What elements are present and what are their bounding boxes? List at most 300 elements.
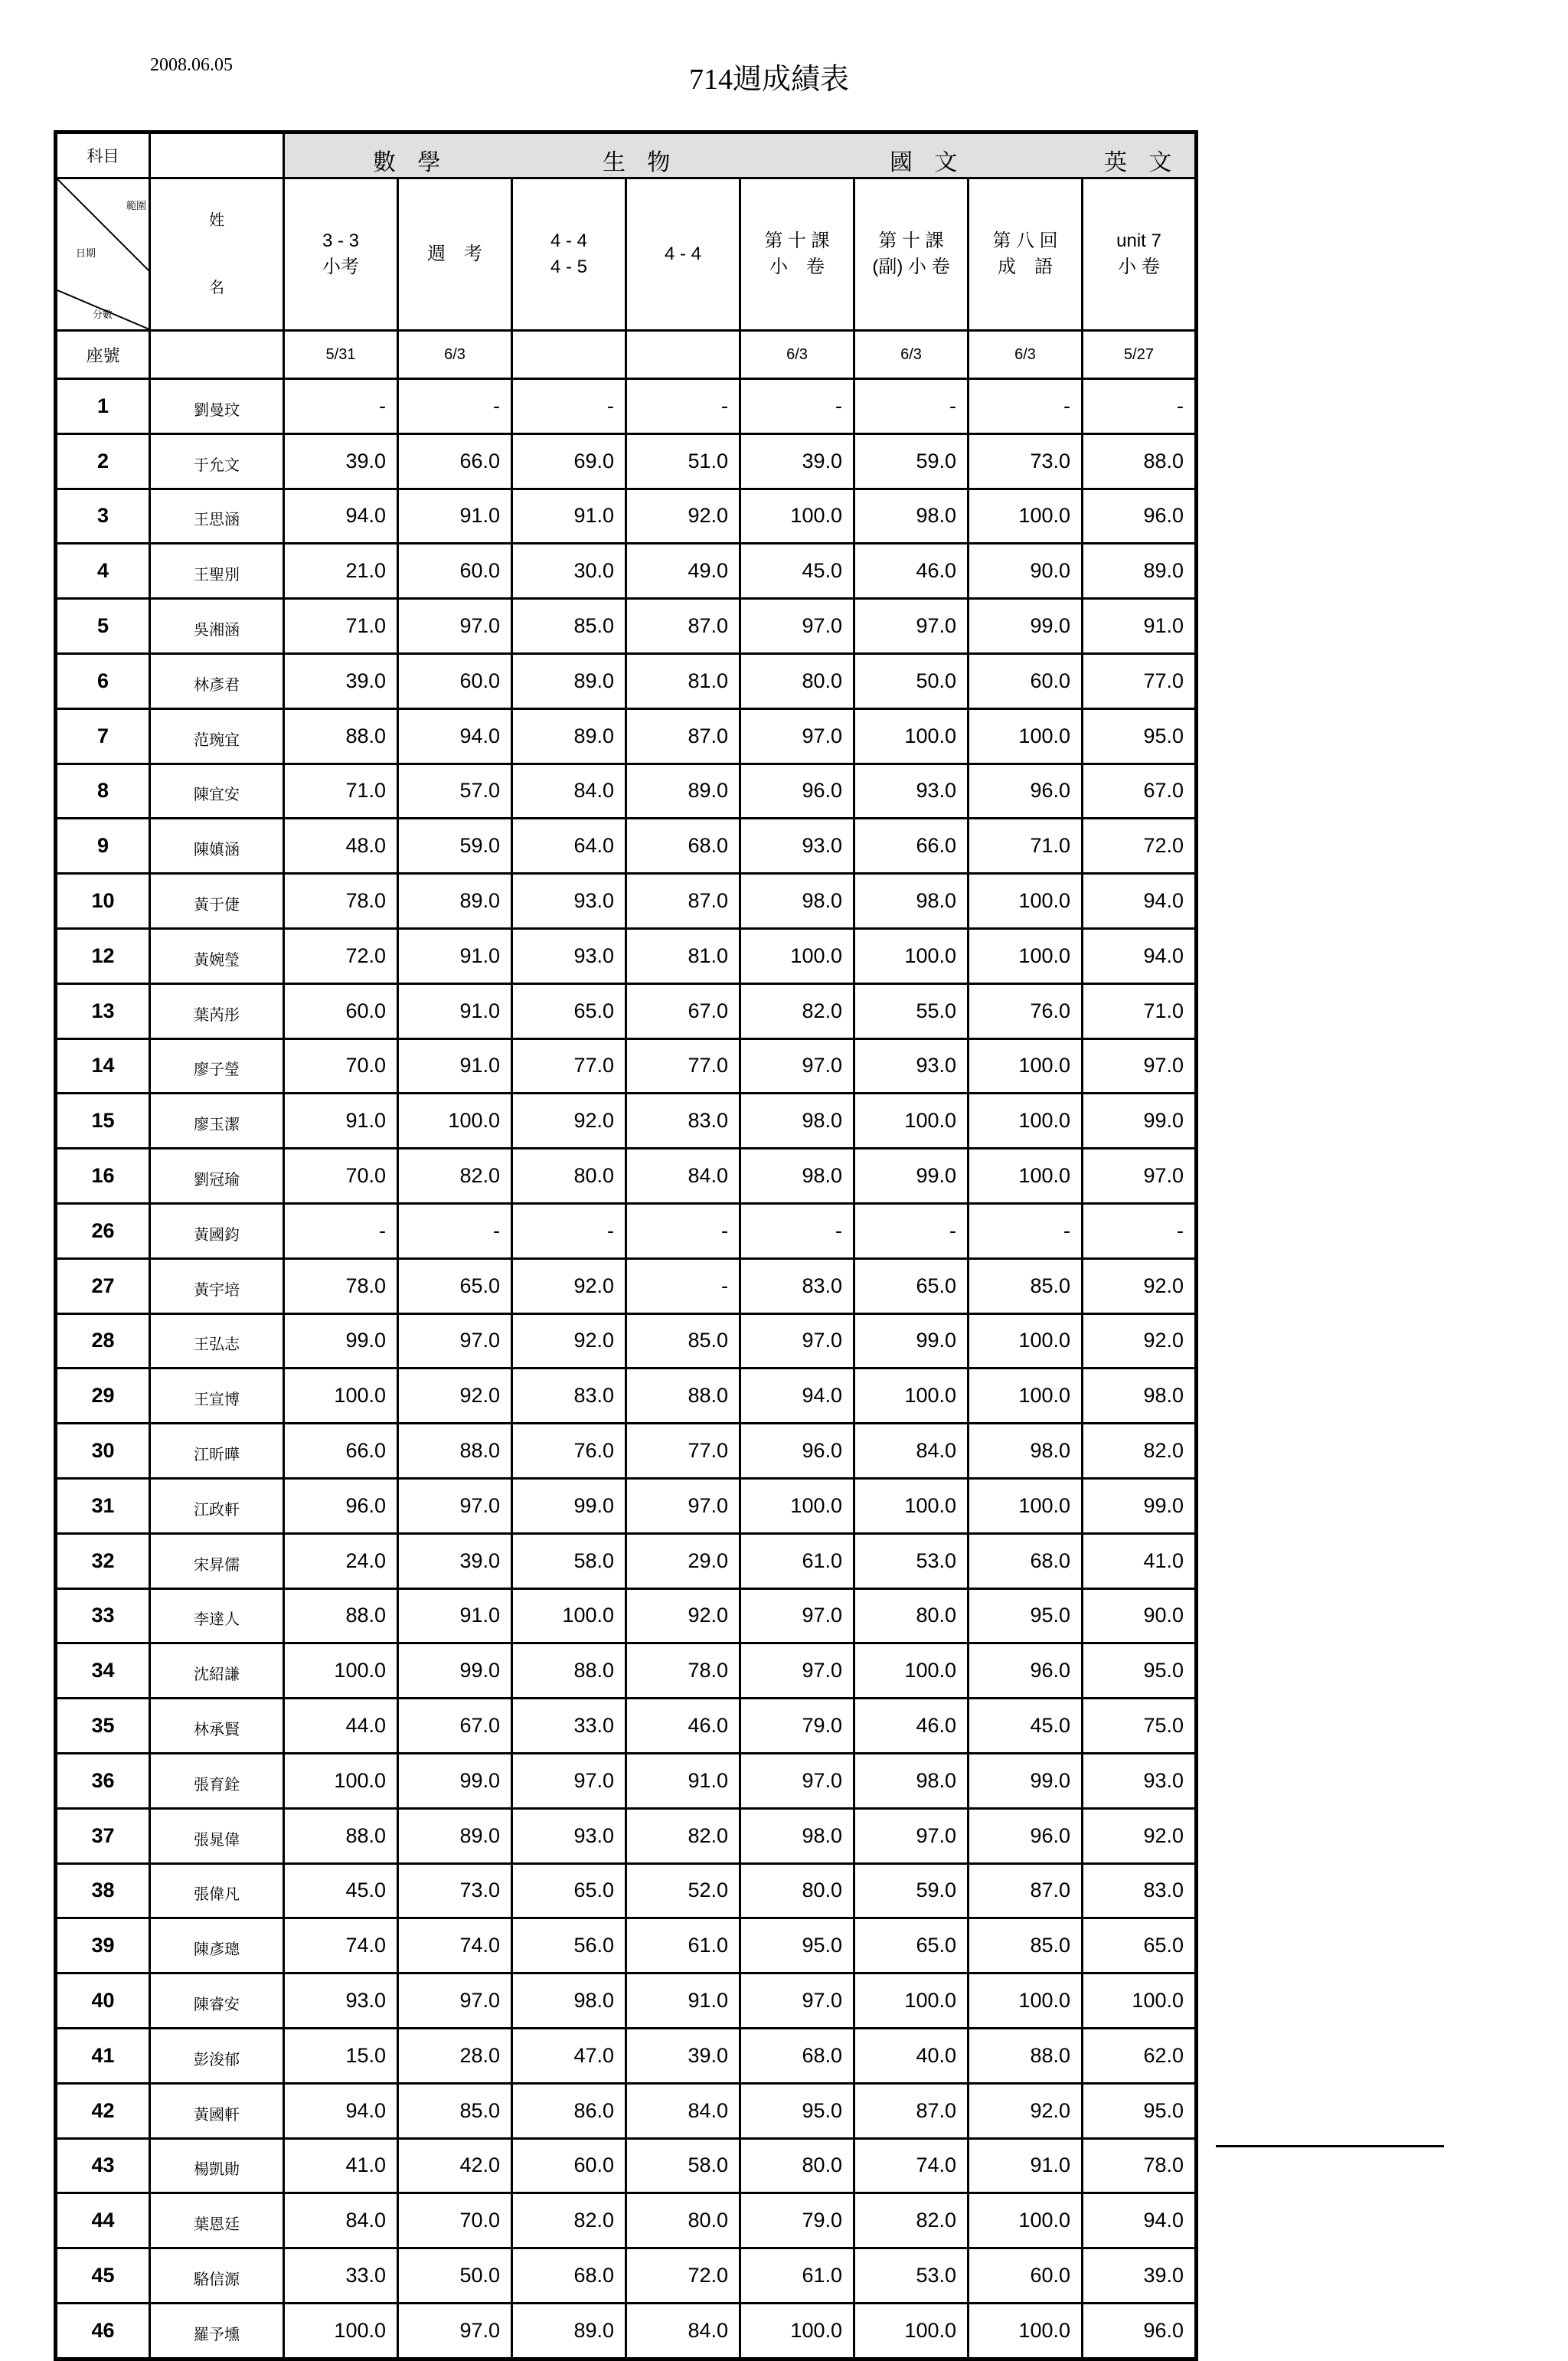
score-cell: 45.0 [284, 1863, 398, 1918]
score-cell: 71.0 [284, 599, 398, 654]
score-cell: 96.0 [740, 764, 854, 819]
score-cell: 95.0 [740, 2083, 854, 2138]
score-cell: 72.0 [626, 2248, 740, 2304]
score-cell: 67.0 [398, 1699, 512, 1754]
score-cell: 100.0 [969, 708, 1083, 764]
score-cell: 100.0 [969, 2193, 1083, 2248]
score-cell: 46.0 [854, 544, 969, 599]
score-cell: 91.0 [1083, 599, 1197, 654]
table-row [56, 1369, 1197, 1424]
score-cell: 67.0 [626, 983, 740, 1038]
score-cell: 93.0 [512, 1808, 626, 1863]
score-cell: 39.0 [398, 1533, 512, 1588]
score-cell: 88.0 [626, 1369, 740, 1424]
score-cell: 99.0 [284, 1313, 398, 1369]
score-cell: 47.0 [512, 2028, 626, 2083]
student-name: 葉芮彤 [150, 983, 284, 1038]
student-name: 廖子瑩 [150, 1038, 284, 1094]
score-cell: 88.0 [1083, 433, 1197, 489]
seat-number: 40 [56, 1973, 150, 2029]
table-row [56, 1533, 1197, 1588]
score-cell: 66.0 [284, 1424, 398, 1479]
score-cell: 100.0 [969, 1149, 1083, 1204]
score-cell: 72.0 [284, 928, 398, 983]
score-cell: 42.0 [398, 2138, 512, 2193]
score-cell: 60.0 [512, 2138, 626, 2193]
score-cell: 89.0 [398, 874, 512, 929]
score-cell: 93.0 [854, 1038, 969, 1094]
score-cell: 61.0 [626, 1918, 740, 1973]
score-cell: 90.0 [969, 544, 1083, 599]
seat-number: 15 [56, 1094, 150, 1149]
score-cell: 98.0 [740, 1094, 854, 1149]
score-cell: 92.0 [1083, 1258, 1197, 1313]
table-row [56, 544, 1197, 599]
score-cell: 91.0 [398, 928, 512, 983]
diagonal-header-cell [56, 178, 150, 331]
subject-biology: 生 物 [603, 150, 678, 175]
score-cell: 76.0 [512, 1424, 626, 1479]
table-row [56, 1808, 1197, 1863]
score-cell: 96.0 [969, 1808, 1083, 1863]
score-cell: 97.0 [512, 1753, 626, 1808]
score-cell: 98.0 [854, 489, 969, 544]
score-cell: 60.0 [398, 653, 512, 708]
signature-line [1216, 2145, 1444, 2147]
table-row [56, 874, 1197, 929]
date-cell: 5/31 [284, 331, 398, 379]
score-cell: 93.0 [854, 764, 969, 819]
score-cell: - [740, 379, 854, 434]
score-cell: 62.0 [1083, 2028, 1197, 2083]
score-cell: 92.0 [1083, 1808, 1197, 1863]
score-cell: 92.0 [512, 1094, 626, 1149]
score-cell: 100.0 [284, 1753, 398, 1808]
score-cell: 99.0 [1083, 1478, 1197, 1533]
score-cell: 97.0 [398, 1313, 512, 1369]
score-cell: 68.0 [740, 2028, 854, 2083]
score-cell: - [626, 1203, 740, 1258]
score-cell: 65.0 [512, 983, 626, 1038]
score-cell: 67.0 [1083, 764, 1197, 819]
table-row [56, 1094, 1197, 1149]
student-name: 彭浚郁 [150, 2028, 284, 2083]
score-cell: 88.0 [284, 1588, 398, 1643]
score-cell: 99.0 [969, 599, 1083, 654]
table-row [56, 433, 1197, 489]
table-row [56, 1313, 1197, 1369]
score-cell: 57.0 [398, 764, 512, 819]
score-cell: 87.0 [626, 708, 740, 764]
score-cell: 80.0 [854, 1588, 969, 1643]
seat-number: 7 [56, 708, 150, 764]
score-cell: 100.0 [969, 1478, 1083, 1533]
seat-number: 44 [56, 2193, 150, 2248]
score-cell: 95.0 [1083, 2083, 1197, 2138]
score-cell: 97.0 [1083, 1038, 1197, 1094]
score-cell: 91.0 [398, 983, 512, 1038]
score-cell: - [626, 379, 740, 434]
student-name: 吳湘涵 [150, 599, 284, 654]
score-cell: 70.0 [284, 1038, 398, 1094]
seat-number: 6 [56, 653, 150, 708]
score-cell: 77.0 [512, 1038, 626, 1094]
score-cell: 78.0 [1083, 2138, 1197, 2193]
student-name: 陳宜安 [150, 764, 284, 819]
score-cell: 94.0 [284, 2083, 398, 2138]
score-cell: 89.0 [512, 653, 626, 708]
score-cell: 70.0 [284, 1149, 398, 1204]
score-cell: 89.0 [512, 2303, 626, 2359]
score-cell: 59.0 [854, 433, 969, 489]
score-cell: 85.0 [969, 1258, 1083, 1313]
score-cell: 45.0 [740, 544, 854, 599]
score-cell: 98.0 [1083, 1369, 1197, 1424]
seat-number: 14 [56, 1038, 150, 1094]
score-cell: 74.0 [854, 2138, 969, 2193]
table-row [56, 708, 1197, 764]
score-cell: 33.0 [284, 2248, 398, 2304]
score-cell: 92.0 [626, 489, 740, 544]
seat-number: 33 [56, 1588, 150, 1643]
range-row [56, 178, 1197, 331]
score-cell: 28.0 [398, 2028, 512, 2083]
seat-number: 39 [56, 1918, 150, 1973]
score-cell: 74.0 [398, 1918, 512, 1973]
score-cell: 84.0 [626, 1149, 740, 1204]
range-cell: unit 7 小 卷 [1083, 178, 1197, 331]
score-cell: 100.0 [740, 1478, 854, 1533]
score-cell: 100.0 [854, 2303, 969, 2359]
table-row [56, 1203, 1197, 1258]
score-cell: 85.0 [626, 1313, 740, 1369]
score-cell: 80.0 [740, 653, 854, 708]
score-cell: 85.0 [969, 1918, 1083, 1973]
score-cell: 56.0 [512, 1918, 626, 1973]
score-cell: 99.0 [398, 1753, 512, 1808]
table-row [56, 599, 1197, 654]
score-cell: 70.0 [398, 2193, 512, 2248]
score-cell: 94.0 [1083, 874, 1197, 929]
score-cell: 93.0 [740, 819, 854, 874]
student-name: 羅予壎 [150, 2303, 284, 2359]
range-cell: 3 - 3 小考 [284, 178, 398, 331]
score-cell: 100.0 [398, 1094, 512, 1149]
score-cell: 94.0 [1083, 2193, 1197, 2248]
score-cell: 85.0 [512, 599, 626, 654]
subject-english: 英 文 [1104, 150, 1180, 175]
score-cell: 61.0 [740, 2248, 854, 2304]
student-name: 黃國鈞 [150, 1203, 284, 1258]
date-cell: 6/3 [854, 331, 969, 379]
score-cell: 97.0 [626, 1478, 740, 1533]
score-cell: 91.0 [284, 1094, 398, 1149]
score-cell: 68.0 [969, 1533, 1083, 1588]
score-cell: 39.0 [284, 433, 398, 489]
score-cell: 86.0 [512, 2083, 626, 2138]
seat-number: 9 [56, 819, 150, 874]
score-cell: 64.0 [512, 819, 626, 874]
date-cell: 5/27 [1083, 331, 1197, 379]
score-cell: 58.0 [626, 2138, 740, 2193]
score-cell: 100.0 [284, 1369, 398, 1424]
table-row [56, 653, 1197, 708]
score-cell: 95.0 [1083, 1643, 1197, 1699]
score-cell: 100.0 [740, 489, 854, 544]
score-cell: 100.0 [284, 1643, 398, 1699]
score-cell: 82.0 [626, 1808, 740, 1863]
student-name: 于允文 [150, 433, 284, 489]
range-corner-label: 範圍 [126, 200, 147, 211]
score-cell: 97.0 [740, 1973, 854, 2029]
seat-number: 13 [56, 983, 150, 1038]
student-name: 宋昇儒 [150, 1533, 284, 1588]
score-cell: 66.0 [398, 433, 512, 489]
seat-number: 41 [56, 2028, 150, 2083]
score-cell: 91.0 [398, 489, 512, 544]
score-cell: 98.0 [854, 1753, 969, 1808]
score-cell: 87.0 [969, 1863, 1083, 1918]
score-cell: 93.0 [512, 928, 626, 983]
score-cell: 100.0 [969, 874, 1083, 929]
score-cell: 55.0 [854, 983, 969, 1038]
score-cell: - [284, 1203, 398, 1258]
score-cell: 97.0 [740, 1038, 854, 1094]
score-cell: 66.0 [854, 819, 969, 874]
table-row [56, 2248, 1197, 2304]
score-cell: 92.0 [969, 2083, 1083, 2138]
score-cell: 96.0 [284, 1478, 398, 1533]
seat-header: 座號 [56, 331, 150, 379]
table-row [56, 2193, 1197, 2248]
table-row [56, 1588, 1197, 1643]
seat-number: 32 [56, 1533, 150, 1588]
table-row [56, 819, 1197, 874]
seat-number: 36 [56, 1753, 150, 1808]
score-cell: 97.0 [740, 708, 854, 764]
seat-number: 34 [56, 1643, 150, 1699]
score-cell: 89.0 [626, 764, 740, 819]
seat-number: 42 [56, 2083, 150, 2138]
table-row [56, 489, 1197, 544]
table-row [56, 764, 1197, 819]
score-cell: 100.0 [969, 1313, 1083, 1369]
score-cell: 93.0 [284, 1973, 398, 2029]
score-cell: 89.0 [1083, 544, 1197, 599]
student-name: 劉曼玟 [150, 379, 284, 434]
score-cell: 100.0 [969, 489, 1083, 544]
range-cell: 週 考 [398, 178, 512, 331]
score-cell: 82.0 [398, 1149, 512, 1204]
student-name: 駱信源 [150, 2248, 284, 2304]
date-cell [626, 331, 740, 379]
score-cell: 73.0 [969, 433, 1083, 489]
score-cell: 65.0 [398, 1258, 512, 1313]
score-cell: 92.0 [512, 1258, 626, 1313]
seat-number: 10 [56, 874, 150, 929]
score-cell: 75.0 [1083, 1699, 1197, 1754]
score-cell: 97.0 [398, 2303, 512, 2359]
name-header: 姓 名 [150, 178, 284, 331]
score-cell: 99.0 [1083, 1094, 1197, 1149]
score-cell: 90.0 [1083, 1588, 1197, 1643]
score-cell: - [1083, 379, 1197, 434]
date-blank-cell [150, 331, 284, 379]
subject-corner-label: 科目 [56, 132, 150, 178]
score-cell: 79.0 [740, 2193, 854, 2248]
score-cell: 87.0 [854, 2083, 969, 2138]
score-cell: 78.0 [284, 874, 398, 929]
subject-bar [284, 132, 1197, 178]
score-cell: 100.0 [854, 928, 969, 983]
date-cell: 6/3 [740, 331, 854, 379]
student-name: 陳彥璁 [150, 1918, 284, 1973]
score-cell: 76.0 [969, 983, 1083, 1038]
score-cell: - [398, 379, 512, 434]
score-cell: 87.0 [626, 599, 740, 654]
score-cell: 65.0 [854, 1918, 969, 1973]
score-cell: 87.0 [626, 874, 740, 929]
seat-number: 26 [56, 1203, 150, 1258]
score-cell: 60.0 [398, 544, 512, 599]
score-cell: 96.0 [969, 1643, 1083, 1699]
score-cell: 33.0 [512, 1699, 626, 1754]
score-cell: 97.0 [854, 1808, 969, 1863]
range-cell: 第 十 課 (副) 小 卷 [854, 178, 969, 331]
score-cell: 89.0 [398, 1808, 512, 1863]
score-cell: 98.0 [854, 874, 969, 929]
subject-row [56, 132, 1197, 178]
table-row [56, 1643, 1197, 1699]
table-row [56, 928, 1197, 983]
score-cell: 73.0 [398, 1863, 512, 1918]
score-cell: 74.0 [284, 1918, 398, 1973]
student-name: 黃于倢 [150, 874, 284, 929]
score-cell: 88.0 [398, 1424, 512, 1479]
score-cell: 95.0 [740, 1918, 854, 1973]
score-cell: 91.0 [626, 1973, 740, 2029]
score-cell: 29.0 [626, 1533, 740, 1588]
score-cell: 91.0 [626, 1753, 740, 1808]
score-cell: 99.0 [512, 1478, 626, 1533]
score-cell: 72.0 [1083, 819, 1197, 874]
student-name: 黃國軒 [150, 2083, 284, 2138]
score-cell: 82.0 [740, 983, 854, 1038]
seat-number: 27 [56, 1258, 150, 1313]
table-row [56, 1478, 1197, 1533]
score-cell: 80.0 [626, 2193, 740, 2248]
seat-number: 37 [56, 1808, 150, 1863]
seat-number: 38 [56, 1863, 150, 1918]
score-cell: 92.0 [1083, 1313, 1197, 1369]
score-cell: - [1083, 1203, 1197, 1258]
seat-number: 46 [56, 2303, 150, 2359]
score-cell: 97.0 [740, 1753, 854, 1808]
score-cell: 100.0 [854, 1643, 969, 1699]
score-cell: 71.0 [969, 819, 1083, 874]
score-cell: 100.0 [969, 1094, 1083, 1149]
range-cell: 4 - 4 4 - 5 [512, 178, 626, 331]
student-name: 王弘志 [150, 1313, 284, 1369]
score-cell: 21.0 [284, 544, 398, 599]
score-cell: 77.0 [626, 1424, 740, 1479]
score-cell: 48.0 [284, 819, 398, 874]
score-cell: 59.0 [854, 1863, 969, 1918]
score-cell: 100.0 [854, 1369, 969, 1424]
score-cell: 96.0 [969, 764, 1083, 819]
table-row [56, 2028, 1197, 2083]
student-name: 黃宇培 [150, 1258, 284, 1313]
score-cell: 92.0 [398, 1369, 512, 1424]
seat-number: 28 [56, 1313, 150, 1369]
score-cell: 68.0 [626, 819, 740, 874]
score-cell: 80.0 [740, 2138, 854, 2193]
score-cell: 77.0 [626, 1038, 740, 1094]
student-name: 沈紹謙 [150, 1643, 284, 1699]
seat-number: 16 [56, 1149, 150, 1204]
score-cell: 97.0 [1083, 1149, 1197, 1204]
score-cell: 39.0 [740, 433, 854, 489]
seat-number: 35 [56, 1699, 150, 1754]
report-title: 714週成績表 [689, 64, 850, 96]
score-cell: 99.0 [854, 1313, 969, 1369]
date-cell [512, 331, 626, 379]
seat-number: 31 [56, 1478, 150, 1533]
score-cell: 95.0 [969, 1588, 1083, 1643]
score-cell: 100.0 [969, 928, 1083, 983]
score-cell: 100.0 [969, 2303, 1083, 2359]
score-cell: 83.0 [1083, 1863, 1197, 1918]
table-row [56, 379, 1197, 434]
score-cell: 88.0 [284, 708, 398, 764]
seat-number: 43 [56, 2138, 150, 2193]
date-cell: 6/3 [398, 331, 512, 379]
score-cell: 100.0 [969, 1038, 1083, 1094]
score-cell: 58.0 [512, 1533, 626, 1588]
score-cell: 65.0 [854, 1258, 969, 1313]
table-row [56, 2303, 1197, 2359]
student-name: 楊凱勛 [150, 2138, 284, 2193]
score-cell: 77.0 [1083, 653, 1197, 708]
score-cell: 98.0 [740, 1808, 854, 1863]
score-cell: 91.0 [398, 1588, 512, 1643]
score-cell: 98.0 [740, 1149, 854, 1204]
score-cell: 83.0 [512, 1369, 626, 1424]
score-cell: 93.0 [1083, 1753, 1197, 1808]
score-cell: 100.0 [854, 1973, 969, 2029]
score-cell: 60.0 [284, 983, 398, 1038]
score-cell: 78.0 [626, 1643, 740, 1699]
score-cell: 84.0 [284, 2193, 398, 2248]
student-name: 王宣博 [150, 1369, 284, 1424]
score-cell: 96.0 [1083, 2303, 1197, 2359]
score-cell: 41.0 [1083, 1533, 1197, 1588]
score-cell: 100.0 [284, 2303, 398, 2359]
student-name: 范琬宜 [150, 708, 284, 764]
table-row [56, 1149, 1197, 1204]
table-row [56, 983, 1197, 1038]
score-cell: 88.0 [512, 1643, 626, 1699]
subject-chinese: 國 文 [890, 150, 965, 175]
score-cell: 94.0 [284, 489, 398, 544]
table-row [56, 2138, 1197, 2193]
score-cell: 69.0 [512, 433, 626, 489]
score-cell: 82.0 [512, 2193, 626, 2248]
student-name: 王聖別 [150, 544, 284, 599]
score-cell: 51.0 [626, 433, 740, 489]
score-cell: 49.0 [626, 544, 740, 599]
seat-number: 2 [56, 433, 150, 489]
